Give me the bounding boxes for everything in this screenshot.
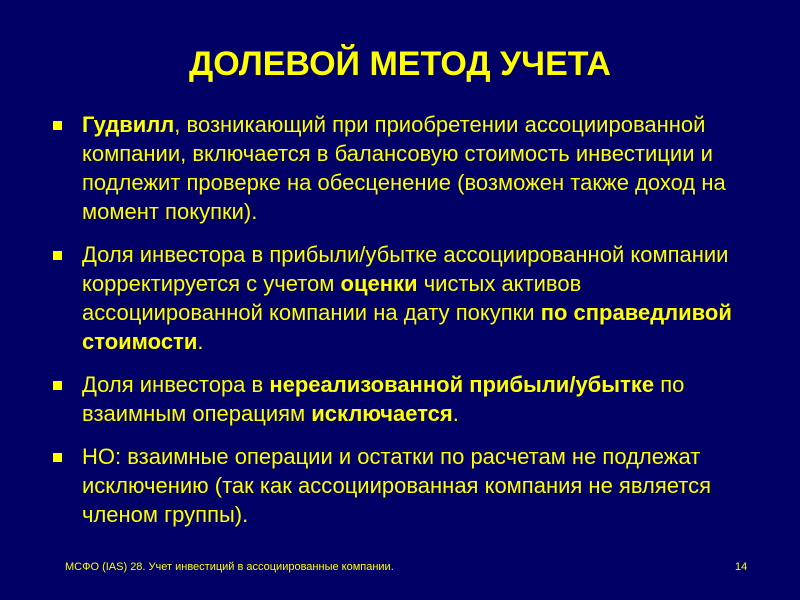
bullet-text-segment: Доля инвестора в прибыли/убытке ассоциированной компании корректируется с учетом: [82, 242, 729, 296]
bullet-text-segment: .: [452, 401, 459, 426]
square-bullet-icon: [53, 121, 62, 130]
square-bullet-icon: [53, 453, 62, 462]
bullet-text-bold: нереализованной прибыли/убытке: [269, 372, 655, 397]
bullet-text-segment: по взаимным операциям: [82, 372, 685, 426]
bullet-item: [50, 442, 760, 529]
slide-footer: МСФО (IAS) 28. Учет инвестиций в ассоциированные компании.: [65, 561, 394, 573]
bullet-text-bold: по справедливой стоимости: [82, 300, 732, 354]
bullet-text-bold: оценки: [340, 271, 418, 296]
square-bullet-icon: [53, 251, 62, 260]
bullet-text-bold: исключается: [311, 401, 453, 426]
bullet-list: [50, 110, 760, 543]
bullet-item: [50, 240, 760, 356]
bullet-text: [82, 112, 726, 224]
slide-title: ДОЛЕВОЙ МЕТОД УЧЕТА: [189, 45, 611, 83]
bullet-text-segment: НО: взаимные операции и остатки по расчетам не подлежат исключению (так как ассоциированная компания не является членом группы).: [82, 444, 712, 527]
square-bullet-icon: [53, 381, 62, 390]
bullet-item: [50, 110, 760, 226]
bullet-text-bold: Гудвилл: [82, 112, 175, 137]
bullet-text-segment: , возникающий при приобретении ассоциированной компании, включается в балансовую стоимость инвестиции и подлежит проверке на обесценение (возможен также доход на момент покупки).: [82, 112, 726, 224]
bullet-text-segment: Доля инвестора в: [82, 372, 270, 397]
bullet-item: [50, 370, 760, 428]
bullet-text-segment: .: [197, 329, 204, 354]
bullet-text: [82, 242, 732, 354]
bullet-text: [82, 372, 684, 426]
bullet-text-segment: чистых активов ассоциированной компании на дату покупки: [82, 271, 582, 325]
bullet-text: [82, 444, 711, 527]
page-number: 14: [735, 561, 748, 573]
